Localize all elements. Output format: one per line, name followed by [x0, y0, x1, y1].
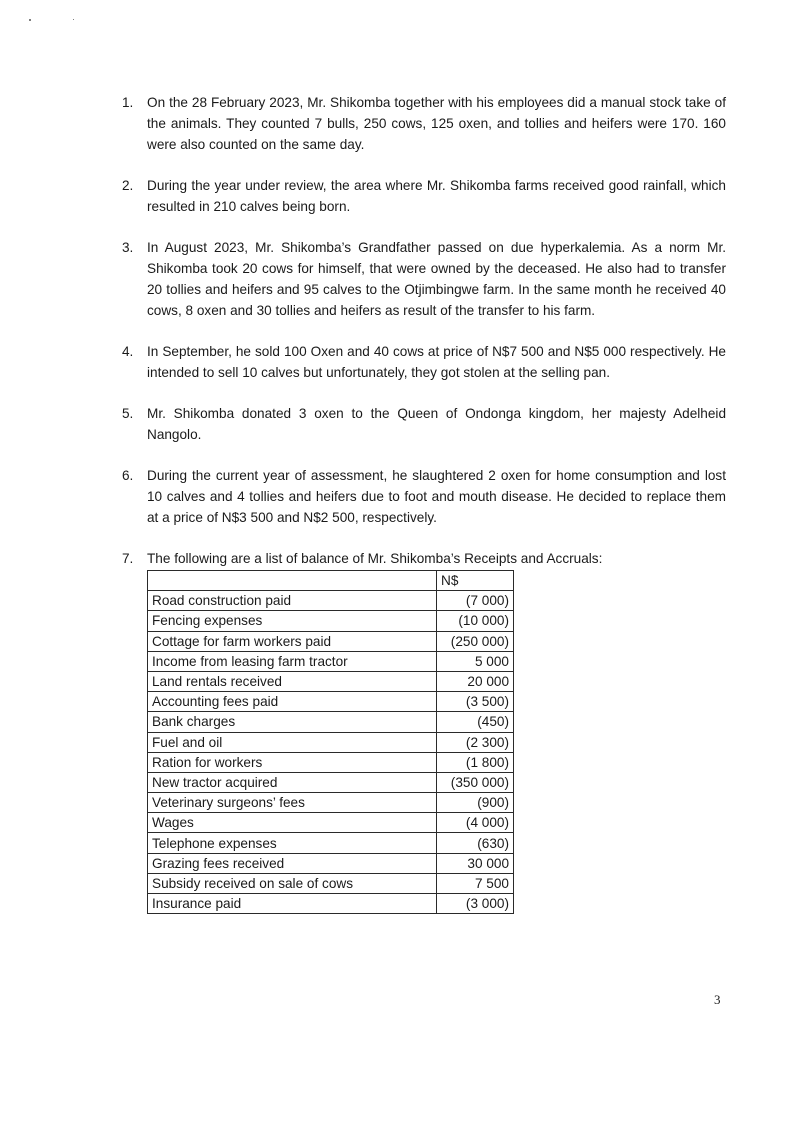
- row-label: Ration for workers: [148, 752, 437, 772]
- table-row: [148, 752, 514, 772]
- row-amount: 5 000: [437, 651, 514, 671]
- list-item: [122, 237, 726, 321]
- table-row: [148, 772, 514, 792]
- table-row: [148, 591, 514, 611]
- row-label: Subsidy received on sale of cows: [148, 873, 437, 893]
- item-text: Mr. Shikomba donated 3 oxen to the Queen of Ondonga kingdom, her majesty Adelheid Nangolo.: [147, 406, 726, 442]
- list-item: [122, 92, 726, 155]
- page-number: 3: [714, 992, 721, 1007]
- item-number: 4.: [122, 344, 134, 359]
- scan-speck: [29, 19, 31, 21]
- receipts-accruals-table: [147, 570, 514, 914]
- row-label: Bank charges: [148, 712, 437, 732]
- item-text: In August 2023, Mr. Shikomba’s Grandfather passed on due hyperkalemia. As a norm Mr. Shikomba took 20 cows for himself, that were owned by the deceased. He also had to transfer 20 tollies and heifers and 95 calves to the Otjimbingwe farm. In the same month he received 40 cows, 8 oxen and 30 tollies and heifers as result of the transfer to his farm.: [147, 240, 726, 318]
- table-row: [148, 732, 514, 752]
- row-label: Road construction paid: [148, 591, 437, 611]
- item-number: 7.: [122, 551, 134, 566]
- row-label: Fencing expenses: [148, 611, 437, 631]
- header-description-cell: [148, 571, 437, 591]
- item-number: 1.: [122, 95, 134, 110]
- row-amount: (3 000): [437, 894, 514, 914]
- row-amount: (4 000): [437, 813, 514, 833]
- row-label: Land rentals received: [148, 671, 437, 691]
- row-label: Accounting fees paid: [148, 692, 437, 712]
- table-row: [148, 833, 514, 853]
- row-amount: (1 800): [437, 752, 514, 772]
- item-number: 5.: [122, 406, 134, 421]
- row-amount: (7 000): [437, 591, 514, 611]
- table-row: [148, 894, 514, 914]
- table-row: [148, 611, 514, 631]
- table-row: [148, 671, 514, 691]
- item-number: 6.: [122, 468, 134, 483]
- row-label: Veterinary surgeons’ fees: [148, 793, 437, 813]
- row-amount: (10 000): [437, 611, 514, 631]
- item-text: On the 28 February 2023, Mr. Shikomba together with his employees did a manual stock take of the animals. They counted 7 bulls, 250 cows, 125 oxen, and tollies and heifers were 170. 160 were also counted on the same day.: [147, 95, 726, 152]
- list-item: [122, 465, 726, 528]
- scan-speck: [73, 19, 74, 20]
- list-item: [122, 175, 726, 217]
- row-label: Cottage for farm workers paid: [148, 631, 437, 651]
- row-amount: 20 000: [437, 671, 514, 691]
- table-row: [148, 631, 514, 651]
- header-amount-cell: N$: [437, 571, 514, 591]
- row-amount: (250 000): [437, 631, 514, 651]
- row-amount: 7 500: [437, 873, 514, 893]
- row-amount: (2 300): [437, 732, 514, 752]
- item-text: During the current year of assessment, he slaughtered 2 oxen for home consumption and lost 10 calves and 4 tollies and heifers due to foot and mouth disease. He decided to replace them at a price of N$3 500 and N$2 500, respectively.: [147, 468, 726, 525]
- table-row: [148, 712, 514, 732]
- row-label: Wages: [148, 813, 437, 833]
- row-amount: (450): [437, 712, 514, 732]
- list-item: [122, 548, 726, 914]
- row-label: Grazing fees received: [148, 853, 437, 873]
- row-amount: (900): [437, 793, 514, 813]
- item-text: In September, he sold 100 Oxen and 40 cows at price of N$7 500 and N$5 000 respectively. He intended to sell 10 calves but unfortunately, they got stolen at the selling pan.: [147, 344, 726, 380]
- row-label: Income from leasing farm tractor: [148, 651, 437, 671]
- table-row: [148, 873, 514, 893]
- table-row: [148, 651, 514, 671]
- item-number: 3.: [122, 240, 134, 255]
- row-amount: (630): [437, 833, 514, 853]
- table-row: [148, 853, 514, 873]
- row-amount: (350 000): [437, 772, 514, 792]
- table-row: [148, 813, 514, 833]
- row-label: Insurance paid: [148, 894, 437, 914]
- item-text: The following are a list of balance of Mr. Shikomba’s Receipts and Accruals:: [147, 551, 603, 566]
- list-item: [122, 341, 726, 383]
- list-item: [122, 403, 726, 445]
- item-number: 2.: [122, 178, 134, 193]
- table-row: [148, 692, 514, 712]
- row-amount: 30 000: [437, 853, 514, 873]
- row-label: Telephone expenses: [148, 833, 437, 853]
- item-text: During the year under review, the area where Mr. Shikomba farms received good rainfall, which resulted in 210 calves being born.: [147, 178, 726, 214]
- table-row: [148, 793, 514, 813]
- item-content: [147, 548, 726, 914]
- row-amount: (3 500): [437, 692, 514, 712]
- row-label: Fuel and oil: [148, 732, 437, 752]
- row-label: New tractor acquired: [148, 772, 437, 792]
- table-header-row: [148, 571, 514, 591]
- question-list: [122, 92, 726, 914]
